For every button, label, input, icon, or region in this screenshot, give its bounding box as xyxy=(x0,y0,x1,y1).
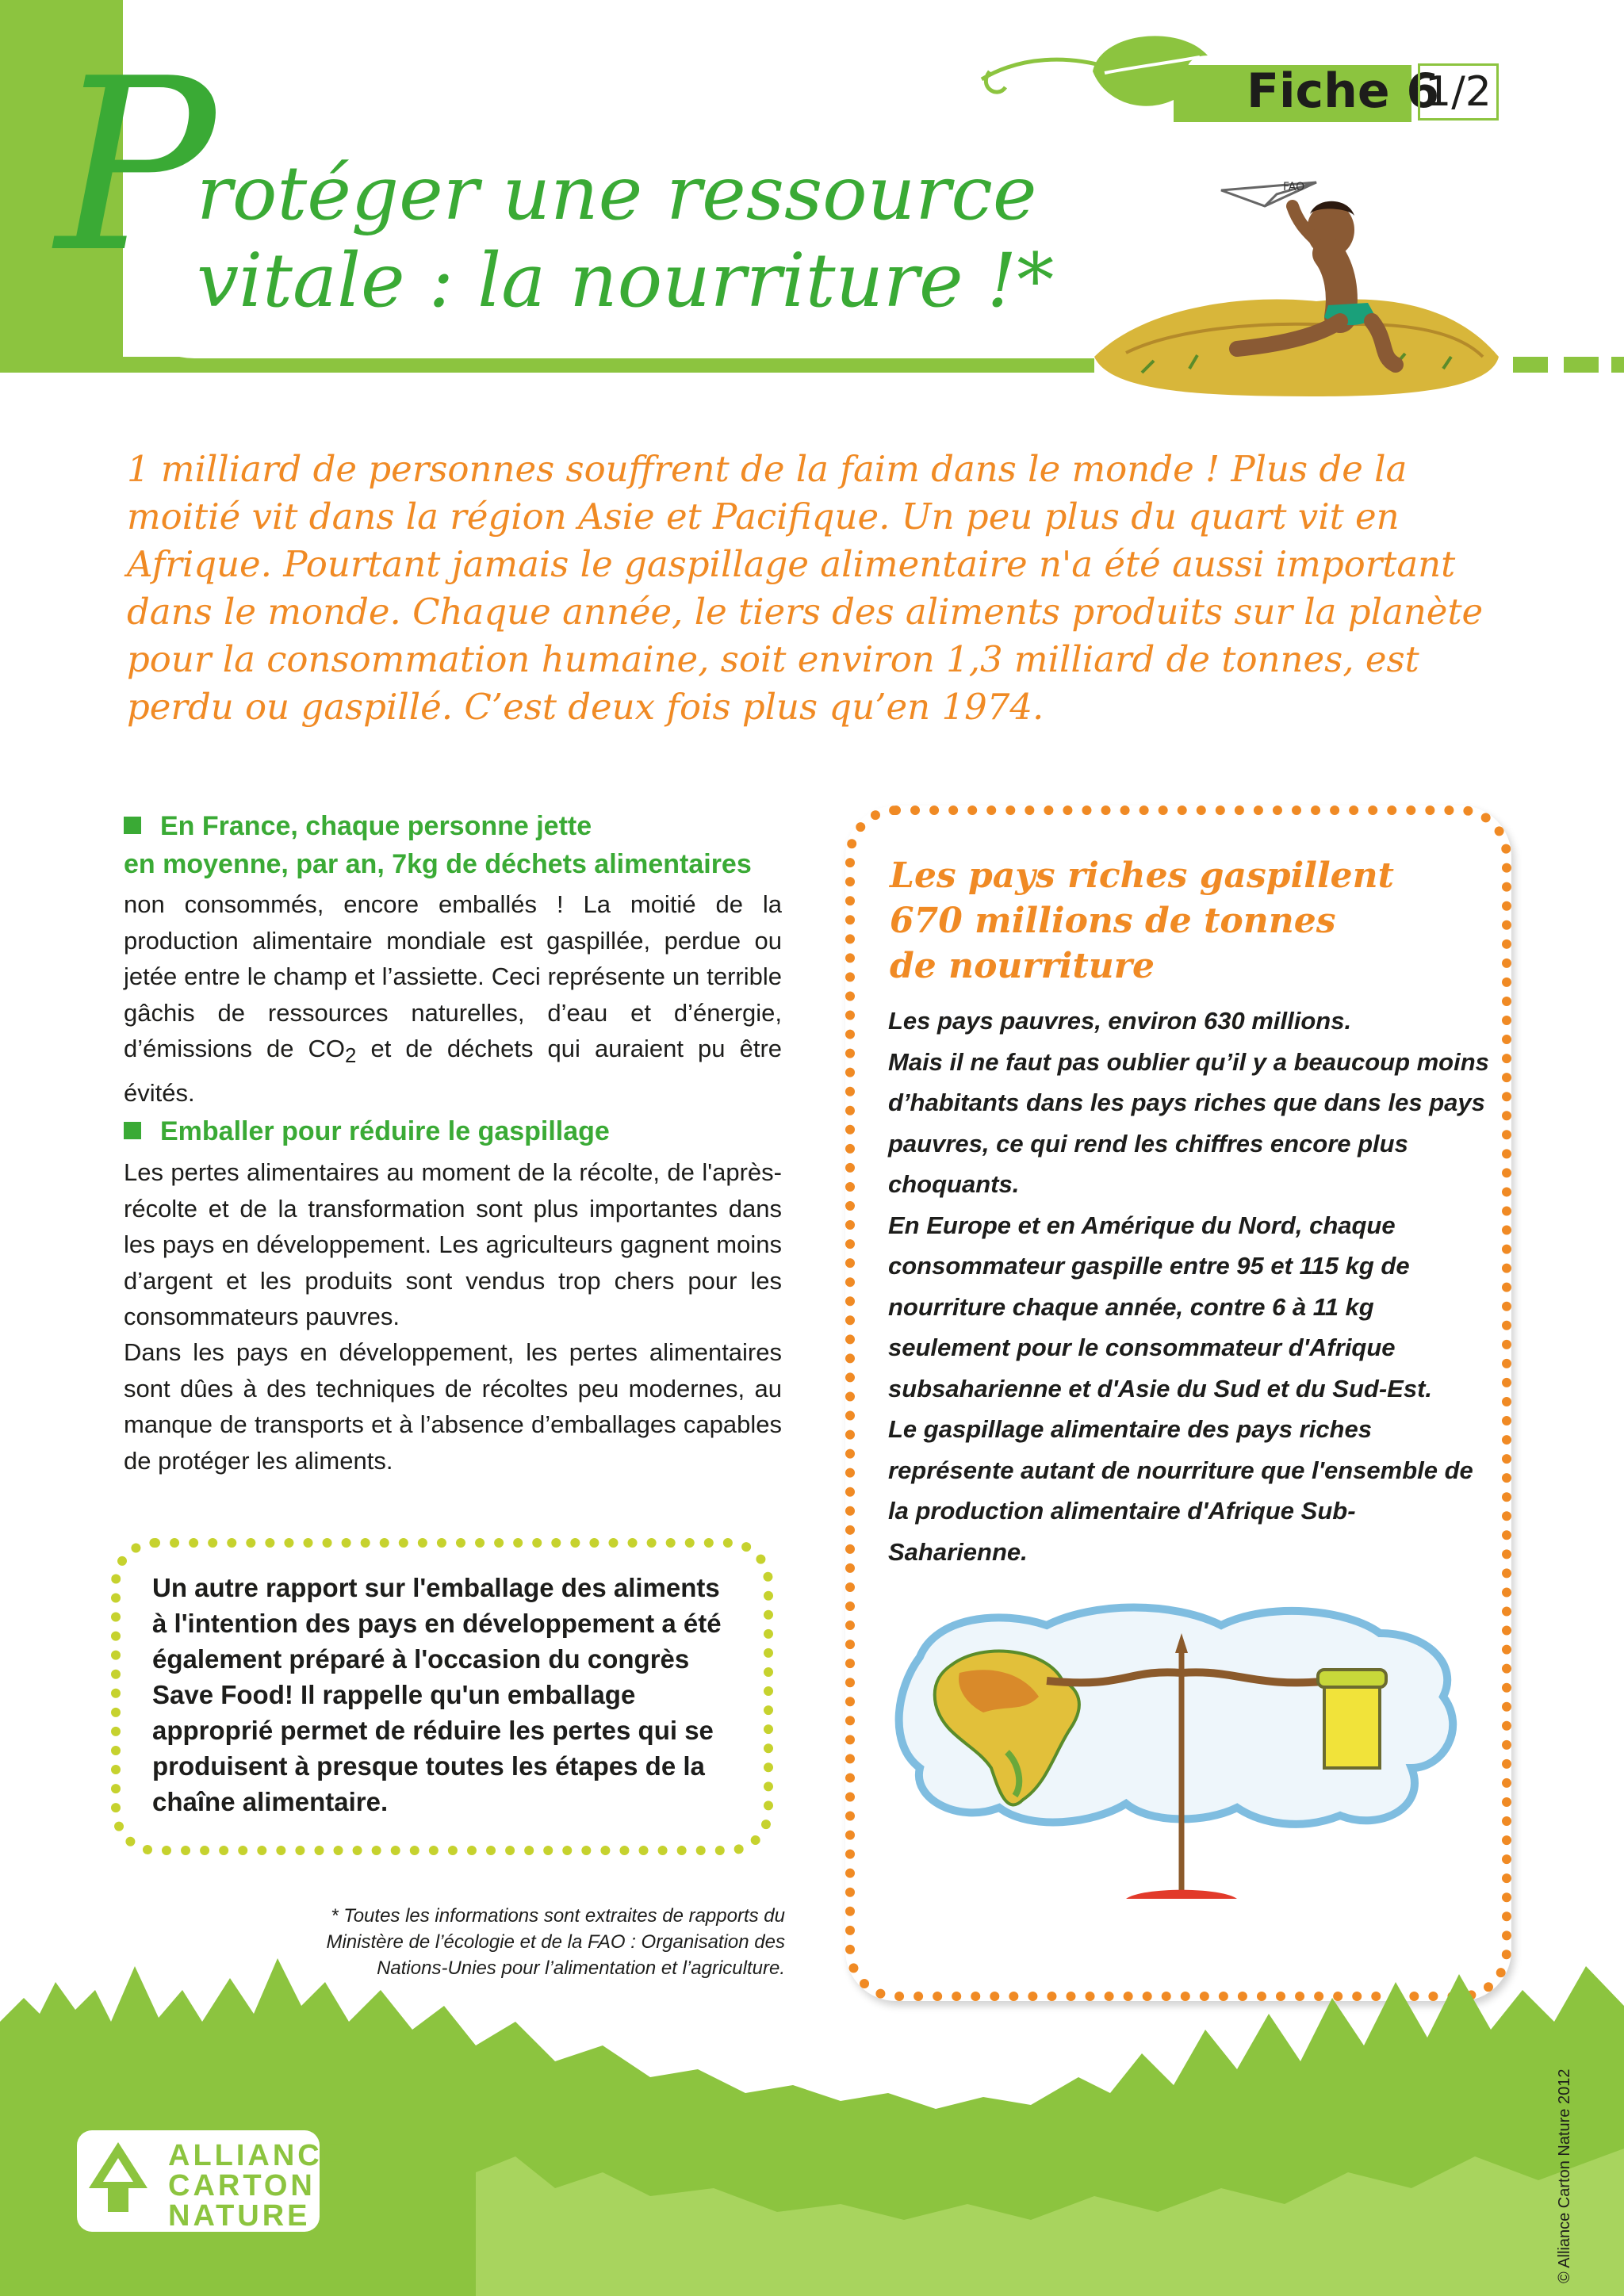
section2-body-p1: Les pertes alimentaires au moment de la récolte, de l'après-récolte et de la transformation sont plus importantes dans les pays en développement. Les agriculteurs gagnent moins d’argent et les produits sont vendus trop chers pour les consommateurs pauvres. xyxy=(124,1158,782,1330)
header-dash xyxy=(1611,357,1624,373)
africa-scale-illustration xyxy=(888,1594,1475,1927)
forest-silhouette xyxy=(0,1934,1624,2296)
section1-heading-line1: En France, chaque personne jette xyxy=(160,811,592,841)
alliance-carton-nature-logo-icon xyxy=(87,2141,149,2218)
section2-heading xyxy=(124,1112,610,1150)
section1-body-text-end: et de déchets qui auraient pu être évités. xyxy=(124,1035,783,1107)
header-green-rule xyxy=(0,357,1094,373)
logo-text-line2: CARTON xyxy=(168,2169,316,2202)
logo-text-line1: ALLIANCE xyxy=(168,2139,347,2172)
section2-body-p2: Dans les pays en développement, les pertes alimentaires sont dûes à des techniques de récoltes peu modernes, au manque de transports et à l’absence d’emballages capables de protéger les aliments. xyxy=(124,1338,782,1475)
section1-heading xyxy=(124,807,752,883)
logo-text-line3: NATURE xyxy=(168,2199,311,2233)
plane-label: FAO xyxy=(1283,181,1305,193)
orange-title-line2: 670 millions de tonnes xyxy=(890,901,1336,941)
orange-callout-body xyxy=(888,1001,1491,1572)
boy-paper-plane-illustration xyxy=(1078,159,1507,404)
section2-heading-text: Emballer pour réduire le gaspillage xyxy=(160,1116,610,1146)
header-dash xyxy=(1564,357,1599,373)
header-dash xyxy=(1513,357,1548,373)
orange-body-para3: En Europe et en Amérique du Nord, chaque consommateur gaspille entre 95 et 115 kg de nourriture chaque année, contre 6 à 11 kg seulement pour le consommateur d'Afrique subsaharienne et d'Asie du Sud et du Sud-Est. xyxy=(888,1211,1433,1402)
section1-body xyxy=(124,886,782,1111)
fiche-page-number: 1/2 xyxy=(1418,63,1499,121)
title-initial: P xyxy=(56,28,216,304)
green-callout-text: Un autre rapport sur l'emballage des aliments à l'intention des pays en développement a été également préparé à l'occasion du congrès Save Food! Il rappelle qu'un emballage approprié permet de réduire les pertes qui se produisent à presque toutes les étapes de la chaîne alimentaire. xyxy=(152,1573,722,1816)
orange-title-line3: de nourriture xyxy=(890,946,1155,986)
page-title-line1: rotéger une ressource xyxy=(197,151,1037,237)
copyright: © Alliance Carton Nature 2012 xyxy=(1556,2068,1573,2283)
co2-subscript: 2 xyxy=(345,1045,357,1068)
orange-body-line1: Les pays pauvres, environ 630 millions. xyxy=(888,1007,1352,1035)
section1-body-text: non consommés, encore emballés ! La moitié de la production alimentaire mondiale est gaspillée, perdue ou jetée entre le champ et l’assiette. Ceci représente un terrible gâchis de ressources naturelles, d’eau et d’énergie, d’émissions de CO xyxy=(124,890,782,1062)
intro-paragraph: 1 milliard de personnes souffrent de la faim dans le monde ! Plus de la moitié vit dans la région Asie et Pacifique. Un peu plus du quart vit en Afrique. Pourtant jamais le gaspillage alimentaire n'a été aussi important dans le monde. Chaque année, le tiers des aliments produits sur la planète pour la consommation humaine, soit environ 1,3 milliard de tonnes, est perdu ou gaspillé. C’est deux fois plus qu’en 1974. xyxy=(127,448,1484,728)
orange-title-line1: Les pays riches gaspillent xyxy=(890,855,1394,896)
bullet-square-icon xyxy=(124,817,141,834)
orange-callout-title xyxy=(890,853,1492,989)
bullet-square-icon xyxy=(124,1122,141,1139)
fiche-label: Fiche 6 xyxy=(1247,63,1440,119)
section1-heading-line2: en moyenne, par an, 7kg de déchets alimentaires xyxy=(124,849,752,879)
page-title-line2: vitale : la nourriture !* xyxy=(197,238,1055,324)
footnote: * Toutes les informations sont extraites de rapports du Ministère de l’écologie et de la FAO : Organisation des Nations-Unies pour l’alimentation et l’agriculture. xyxy=(326,1905,785,1979)
orange-body-para4: Le gaspillage alimentaire des pays riches représente autant de nourriture que l'ensemble de la production alimentaire d'Afrique Sub-Saharienne. xyxy=(888,1415,1473,1566)
orange-body-para2: Mais il ne faut pas oublier qu’il y a beaucoup moins d’habitants dans les pays riches que dans les pays pauvres, ce qui rend les chiffres encore plus choquants. xyxy=(888,1047,1489,1198)
